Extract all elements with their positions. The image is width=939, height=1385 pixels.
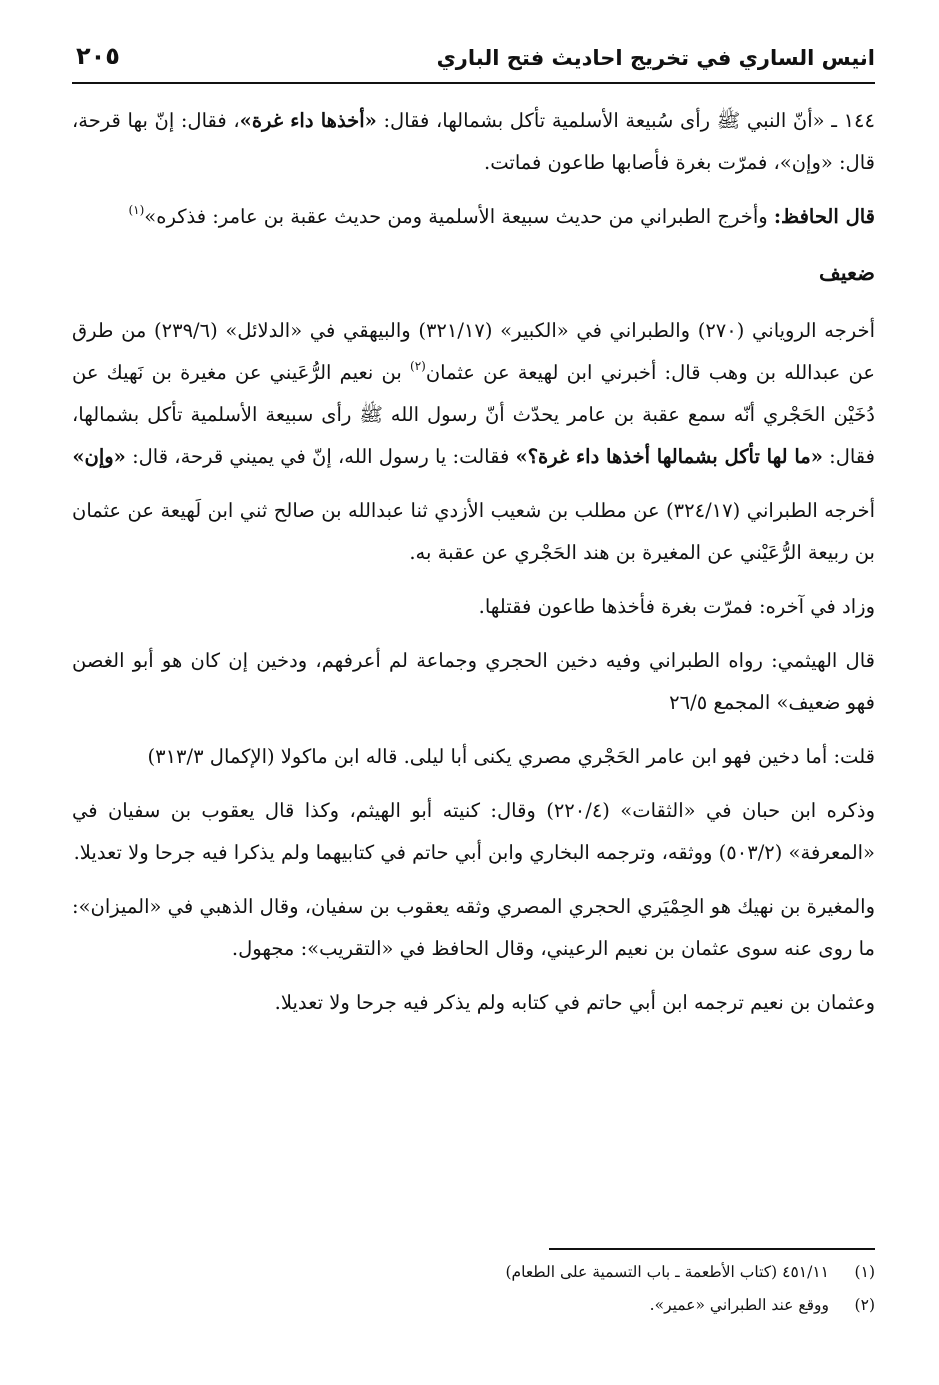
takhrij-paragraph-2: أخرجه الطبراني (٣٢٤/١٧) عن مطلب بن شعيب الأزدي ثنا عبدالله بن صالح ثني ابن لَهيعة عن عثمان بن ربيعة الرُّعَيْني عن المغيرة بن هند الحَجْري عن عقبة به. xyxy=(72,499,876,564)
grade-heading: ضعيف xyxy=(818,260,875,285)
footnote-divider xyxy=(549,1248,875,1250)
footnote-text: ٤٥١/١١ (كتاب الأطعمة ـ باب التسمية على الطعام) xyxy=(505,1263,829,1281)
qultu-paragraph: قلت: أما دخين فهو ابن عامر الحَجْري مصري يكنى أبا ليلى. قاله ابن ماكولا (الإكمال ٣١٣/٣) xyxy=(147,745,875,768)
footnote-marker-2: (٢) xyxy=(410,359,426,373)
haythami-paragraph: قال الهيثمي: رواه الطبراني وفيه دخين الحجري وجماعة لم أعرفهم، ودخين إن كان هو أبو الغصن فهو ضعيف» المجمع ٢٦/٥ xyxy=(72,649,875,714)
hafiz-paragraph xyxy=(72,196,875,238)
footnote-text: ووقع عند الطبراني «عمير». xyxy=(649,1296,829,1314)
takhrij-paragraph-1 xyxy=(72,310,875,478)
footnote-marker-1: (١) xyxy=(128,203,145,217)
hafiz-label: قال الحافظ: xyxy=(773,205,875,228)
running-head xyxy=(72,38,875,84)
page-number: ٢٠٥ xyxy=(76,42,120,70)
footnote-number: (١) xyxy=(854,1263,875,1281)
takhrij1-part2: بن نعيم الرُّعَيني عن مغيرة بن نَهيك عن دُخَيْن الحَجْري أنّه سمع عقبة بن عامر يحدّث أنّ رسول الله ﷺ رأى سبيعة الأسلمية تأكل بشمالها، فقال: xyxy=(72,361,875,468)
book-title: انيس الساري في تخريج احاديث فتح الباري xyxy=(436,46,875,70)
uthman-paragraph: وعثمان بن نعيم ترجمه ابن أبي حاتم في كتابه ولم يذكر فيه جرحا ولا تعديلا. xyxy=(274,991,875,1014)
ibn-hibban-paragraph: وذكره ابن حبان في «الثقات» (٢٢٠/٤) وقال: كنيته أبو الهيثم، وكذا قال يعقوب بن سفيان في «المعرفة» (٥٠٣/٢) ووثقه، وترجمه البخاري وابن أبي حاتم في كتابيهما ولم يذكرا فيه جرحا ولا تعديلا. xyxy=(72,799,875,864)
hadith-text: ١٤٤ ـ «أنّ النبي ﷺ رأى سُبيعة الأسلمية تأكل بشمالها، فقال: xyxy=(376,109,875,132)
addition-paragraph: وزاد في آخره: فمرّت بغرة فأخذها طاعون فقتلها. xyxy=(478,595,875,618)
footnote-number: (٢) xyxy=(854,1296,875,1314)
takhrij1-bold-quote: «ما لها تأكل بشمالها أخذها داء غرة؟» xyxy=(515,445,823,468)
takhrij1-bold-end: «وإن» xyxy=(72,445,126,468)
hafiz-text: وأخرج الطبراني من حديث سبيعة الأسلمية ومن حديث عقبة بن عامر: فذكره» xyxy=(144,205,774,228)
main-text xyxy=(72,100,875,1036)
mughira-paragraph: والمغيرة بن نهيك هو الحِمْيَري الحجري المصري وثقه يعقوب بن سفيان، وقال الذهبي في «الميزان»: ما روى عنه سوى عثمان بن نعيم الرعيني، وقال الحافظ في «التقريب»: مجهول. xyxy=(72,895,875,960)
footnote-2 xyxy=(72,1289,875,1322)
footnote-1 xyxy=(72,1256,875,1289)
takhrij1-part3: فقالت: يا رسول الله، إنّ في يميني قرحة، قال: xyxy=(125,445,516,468)
hadith-bold-quote: «أخذها داء غرة» xyxy=(239,109,377,132)
hadith-paragraph xyxy=(72,100,875,184)
footnotes xyxy=(72,1256,875,1322)
hadith-text-after: ، فقال: إنّ بها قرحة، قال: «وإن»، فمرّت بغرة فأصابها طاعون فماتت. xyxy=(72,109,875,174)
takhrij1-part1: أخرجه الروياني (٢٧٠) والطبراني في «الكبير» (٣٢١/١٧) والبيهقي في «الدلائل» (٢٣٩/٦) من طرق عن عبدالله بن وهب قال: أخبرني ابن لهيعة عن عثمان xyxy=(72,319,875,384)
